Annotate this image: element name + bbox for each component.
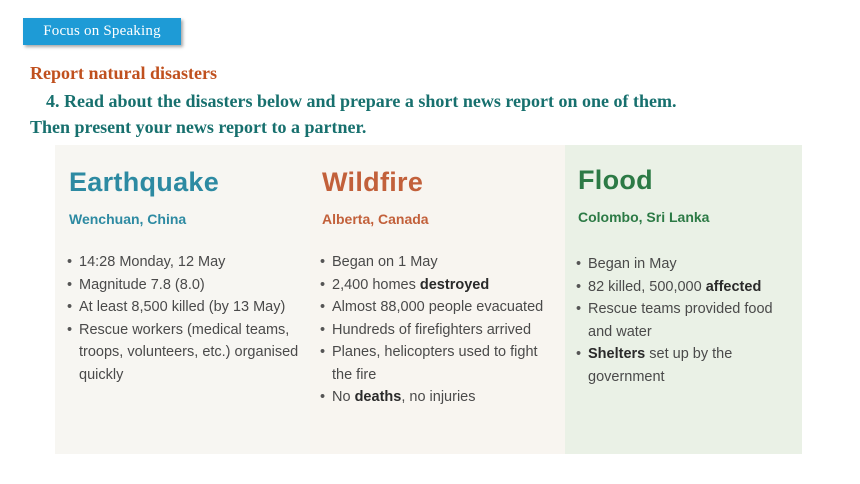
list-item: • Began in May [576,253,796,276]
flood-card [565,145,802,454]
list-item: • Began on 1 May [320,251,559,274]
list-item: • Planes, helicopters used to fight the fire [320,341,559,386]
instruction-text [30,88,830,140]
fact-list [320,251,559,409]
list-item: • 2,400 homes destroyed [320,274,559,297]
fact-list [576,253,796,388]
card-location: Alberta, Canada [322,211,429,227]
earthquake-card [55,145,310,454]
key-word: destroyed [419,276,490,293]
list-item: • No deaths, no injuries [320,386,559,409]
list-item: • 82 killed, 500,000 affected [576,276,796,299]
fact-list [67,251,304,386]
instruction-line-2: Then present your news report to a partner. [30,117,367,137]
list-item: • 14:28 Monday, 12 May [67,251,304,274]
card-title: Earthquake [69,167,220,197]
list-item: • At least 8,500 killed (by 13 May) [67,296,304,319]
section-badge: Focus on Speaking [23,18,181,45]
list-item: • Rescue workers (medical teams, troops, volunteers, etc.) organised quickly [67,319,304,387]
list-item: • Rescue teams provided food and water [576,298,796,343]
section-heading: Report natural disasters [30,63,217,83]
key-word: deaths [354,389,402,405]
wildfire-card [310,145,565,454]
disaster-cards [55,145,802,454]
instruction-line-1: 4. Read about the disasters below and prepare a short news report on one of them. [46,91,677,111]
list-item: • Almost 88,000 people evacuated [320,296,559,319]
card-location: Wenchuan, China [69,211,187,227]
key-word: affected [705,278,762,295]
list-item: • Shelters set up by the government [576,343,796,388]
card-title: Wildfire [322,167,424,197]
list-item: • Magnitude 7.8 (8.0) [67,274,304,297]
list-item: • Hundreds of firefighters arrived [320,319,559,342]
card-title: Flood [578,165,653,195]
key-word: Shelters [588,346,646,362]
card-location: Colombo, Sri Lanka [578,209,710,225]
